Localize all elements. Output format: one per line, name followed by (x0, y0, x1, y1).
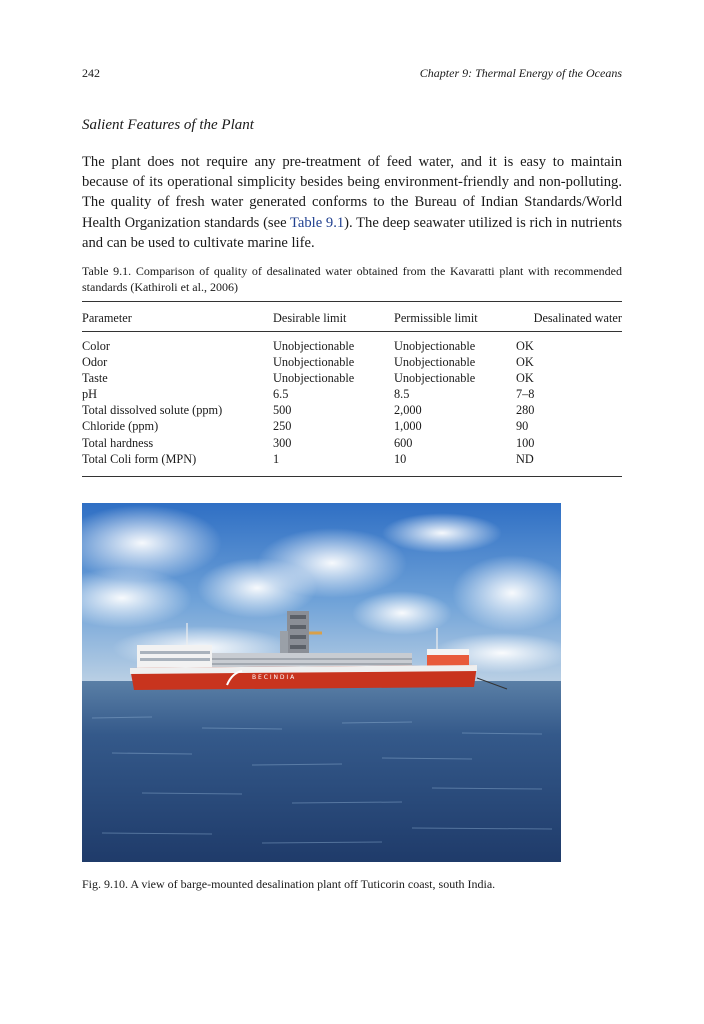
column-header-desalinated: Desalinated water (533, 311, 622, 325)
table-cell: Total Coli form (MPN) (82, 451, 197, 466)
table-cell: 7–8 (516, 387, 535, 402)
table-caption: Table 9.1. Comparison of quality of desalinated water obtained from the Kavaratti plant with recommended standards (Kathiroli et al., 2006) (82, 264, 622, 294)
table-cell: Color (82, 339, 111, 353)
table-cell: 1 (273, 451, 280, 466)
table-row (82, 418, 606, 434)
table-cell: 600 (394, 435, 413, 450)
table-cell: 300 (273, 435, 292, 450)
barge-photo (82, 503, 561, 862)
paragraph-text-end: ). The deep seawater utilized is rich in nutrients and can be used to cultivate marine life. (82, 214, 622, 251)
table-cell: ND (516, 451, 534, 466)
table-cell: OK (516, 355, 534, 370)
table-cell: Taste (82, 371, 108, 386)
table-cell: 8.5 (394, 387, 410, 402)
table-cell: Chloride (ppm) (82, 419, 159, 434)
table-cell: 250 (273, 419, 292, 434)
table-cell: pH (82, 387, 98, 402)
table-row (82, 370, 606, 386)
body-paragraph (82, 152, 622, 253)
table-cell: 500 (273, 403, 292, 418)
table-bottom-rule (82, 476, 622, 477)
table-cell: Unobjectionable (394, 371, 476, 386)
table-cell: Total hardness (82, 435, 154, 450)
table-cell: Unobjectionable (273, 355, 355, 370)
comparison-table (82, 338, 606, 467)
table-cell: Unobjectionable (394, 339, 476, 353)
table-cell: 2,000 (394, 403, 422, 418)
table-cell: Unobjectionable (273, 371, 355, 386)
sea (82, 681, 561, 862)
column-header-parameter: Parameter (82, 311, 132, 325)
table-header-rule (82, 331, 622, 332)
column-header-desirable: Desirable limit (273, 311, 347, 325)
section-title: Salient Features of the Plant (82, 117, 254, 133)
table-cell: Total dissolved solute (ppm) (82, 403, 223, 418)
table-row (82, 435, 606, 451)
table-cell: 280 (516, 403, 535, 418)
figure-caption: Fig. 9.10. A view of barge-mounted desalination plant off Tuticorin coast, south India. (82, 877, 496, 891)
table-cell: 90 (516, 419, 529, 434)
table-reference-link[interactable]: Table 9.1 (290, 214, 345, 231)
table-cell: 1,000 (394, 419, 422, 434)
table-row (82, 386, 606, 402)
barge-bridge (137, 645, 212, 670)
table-cell: 10 (394, 451, 407, 466)
page-number: 242 (82, 66, 100, 80)
column-header-permissible: Permissible limit (394, 311, 478, 325)
table-cell: 6.5 (273, 387, 289, 402)
table-cell: Unobjectionable (394, 355, 476, 370)
table-row (82, 402, 606, 418)
table-cell: OK (516, 339, 534, 353)
table-cell: Odor (82, 355, 108, 370)
table-row (82, 451, 606, 467)
table-cell: Unobjectionable (273, 339, 355, 353)
cloud (382, 513, 502, 553)
table-top-rule (82, 301, 622, 302)
table-cell: 100 (516, 435, 535, 450)
table-row (82, 338, 606, 354)
table-cell: OK (516, 371, 534, 386)
table-row (82, 354, 606, 370)
hull-text: B E C I N D I A (252, 674, 295, 681)
running-head: Chapter 9: Thermal Energy of the Oceans (419, 66, 622, 80)
paragraph-text-start: The plant does not require any pre-treatment of feed water, and it is easy to maintain because of its operational simplicity besides being environment-friendly and non-polluting. The quality of fresh water generated conforms to the Bureau of Indian Standards/World Health Organization standards (see (82, 154, 622, 231)
